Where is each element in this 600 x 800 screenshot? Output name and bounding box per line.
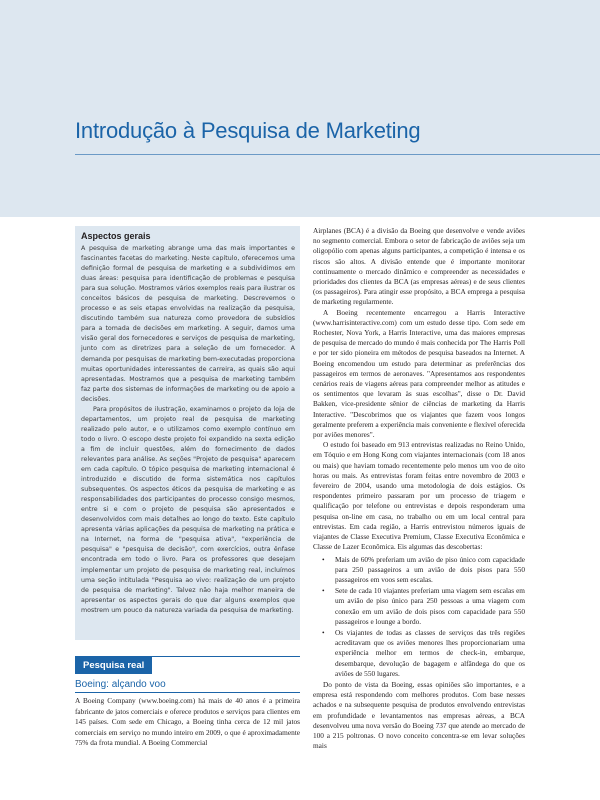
finding-text: Sete de cada 10 viajantes preferiam uma viagem sem escalas em um avião de piso único para 250 pessoas a uma viagem com conexão em um avião de dois pisos com capacidade para 550 passageiros e lounge a bordo. <box>335 586 525 626</box>
bullet-icon: • <box>322 586 325 596</box>
case-paragraph-1: Airplanes (BCA) é a divisão da Boeing que desenvolve e vende aviões no segmento comercial. Embora o setor de fabricação de aviões seja um oligopólio com apenas alguns participantes, a competição é intensa e os riscos são altos. A divisão entende que é importante monitorar continuamente o mercado dinâmico e compreender as necessidades e prioridades dos clientes da BCA (as empresas aéreas) e de seus clientes (os passageiros). Para atingir esse propósito, a BCA emprega a pesquisa de marketing regularmente. <box>313 226 525 307</box>
finding-item <box>322 627 525 679</box>
case-title: Boeing: alçando voo <box>75 679 166 690</box>
bullet-icon: • <box>322 627 325 637</box>
finding-item <box>322 586 525 627</box>
chapter-header-band <box>0 0 600 217</box>
findings-list <box>313 555 525 679</box>
overview-heading: Aspectos gerais <box>81 231 151 241</box>
bullet-icon: • <box>322 554 325 564</box>
chapter-title: Introdução à Pesquisa de Marketing <box>75 118 421 143</box>
finding-text: Mais de 60% preferiam um avião de piso único com capacidade para 250 passageiros a um avião de dois pisos para 550 passageiros em voos sem escalas. <box>335 554 525 584</box>
case-paragraph-2: A Boeing recentemente encarregou a Harris Interactive (www.harrisinteractive.com) com um estudo desse tipo. Com sede em Rochester, Nova York, a Harris Interactive, uma das maiores empresas de pesquisa de mercado do mundo é mais conhecida por The Harris Poll e por ter sido pioneira em métodos de pesquisa baseados na Internet. A Boeing encomendou um estudo para determinar as preferências dos passageiros em termos de aeronaves. "Apresentamos aos respondentes cenários reais de viagens aéreas para compreender melhor as atitudes e os sentimentos que levaram às suas escolhas", disse o Dr. David Bakken, vice-presidente sênior de ciências de marketing da Harris Interactive. "Descobrimos que os viajantes que fazem voos longos geralmente preferem a experiência mais conveniente e flexível oferecida por aviões menores". <box>313 307 525 440</box>
case-left-paragraph: A Boeing Company (www.boeing.com) há mais de 40 anos é a primeira fabricante de jatos comerciais e oferece produtos e serviços para clientes em 145 países. Com sede em Chicago, a Boeing tinha cerca de 12 mil jatos comerciais em serviço no mundo inteiro em 2009, o que é aproximadamente 75% da frota mundial. A Boeing Commercial <box>75 696 300 747</box>
case-rule <box>75 692 300 693</box>
overview-paragraph-1: A pesquisa de marketing abrange uma das mais importantes e fascinantes facetas do marketing. Neste capítulo, oferecemos uma definição formal de pesquisa de marketing e a subdividimos em duas áreas: pesquisa para identificação de problemas e pesquisa para sua solução. Mostramos vários exemplos reais para ilustrar os conceitos básicos de pesquisa de marketing. Descrevemos o processo e as seis etapas envolvidas na realização da pesquisa, discutindo também sua natureza como provedora de subsídios para a tomada de decisões em marketing. A seguir, damos uma visão geral dos fornecedores e serviços de pesquisa de marketing, junto com as diretrizes para a seleção de um fornecedor. A demanda por pesquisas de marketing bem-executadas proporciona muitas oportunidades interessantes de carreira, as quais são aqui apresentadas. Mostramos que a pesquisa de marketing também faz parte dos sistemas de informações de marketing ou de apoio a decisões. <box>81 245 295 403</box>
case-closing-paragraph: Do ponto de vista da Boeing, essas opiniões são importantes, e a empresa está respondendo com melhores produtos. Com base nesses achados e na subsequente pesquisa de produtos envolvendo entrevistas em profundidade e levantamentos nas empresas aéreas, a BCA desenvolveu uma nova versão do Boeing 737 que atende ao mercado de 100 a 215 poltronas. O novo conceito concentra-se em levar soluções mais <box>313 679 525 751</box>
overview-paragraph-2: Para propósitos de ilustração, examinamos o projeto da loja de departamentos, um projeto real de pesquisa de marketing realizado pelo autor, e o utilizamos como exemplo contínuo em todo o livro. O escopo deste projeto foi expandido na sexta edição a fim de incluir questões, além do fornecimento de dados relevantes para análise. As seções "Projeto de pesquisa" aparecem em cada capítulo. O tópico pesquisa de marketing internacional é introduzido e discutido de forma sistemática nos capítulos subsequentes. Os aspectos éticos da pesquisa de marketing e as responsabilidades dos participantes do processo consigo mesmos, entre si e com o projeto de pesquisa são apresentados e desenvolvidos com mais detalhes ao longo do texto. Este capítulo apresenta várias aplicações da pesquisa de marketing na prática e na Internet, na forma de "pesquisa ativa", "experiência de pesquisa" e "pesquisa de decisão", com exercícios, outra ênfase encontrada em todo o livro. Para os professores que desejam implementar um projeto de pesquisa de marketing real, incluímos uma seção intitulada "Pesquisa ao vivo: realização de um projeto de pesquisa de marketing". Talvez não haja melhor maneira de apresentar os aspectos gerais do que dar alguns exemplos que mostrem um pouco da natureza variada da pesquisa de marketing. <box>81 405 295 614</box>
finding-text: Os viajantes de todas as classes de serviços das três regiões acreditavam que os aviões menores lhes proporcionariam uma experiência melhor em termos de check-in, embarque, desembarque, devolução de bagagem e alfândega do que os aviões de 550 lugares. <box>335 627 525 678</box>
real-research-tab: Pesquisa real <box>75 657 152 674</box>
real-research-label-bar <box>75 656 300 674</box>
right-column <box>313 226 525 792</box>
title-rule <box>75 154 600 155</box>
finding-item <box>322 554 525 586</box>
overview-box <box>75 226 300 640</box>
case-paragraph-3: O estudo foi baseado em 913 entrevistas realizadas no Reino Unido, em Tóquio e em Hong Kong com viajantes internacionais (com 18 anos ou mais) que haviam tomado recentemente pelo menos um voo de oito horas ou mais. As entrevistas foram feitas entre novembro de 2003 e fevereiro de 2004, usando uma metodologia de dois estágios. Os respondentes primeiro passaram por um processo de triagem e qualificação por telefone ou entrevistas e depois responderam uma pesquisa on-line em casa, no trabalho ou em um local central para entrevistas. Em cada região, a Harris entrevistou números iguais de viajantes de Classe Executiva Premium, Classe Executiva Econômica e Classe de Lazer Econômica. Eis algumas das descobertas: <box>313 440 525 552</box>
